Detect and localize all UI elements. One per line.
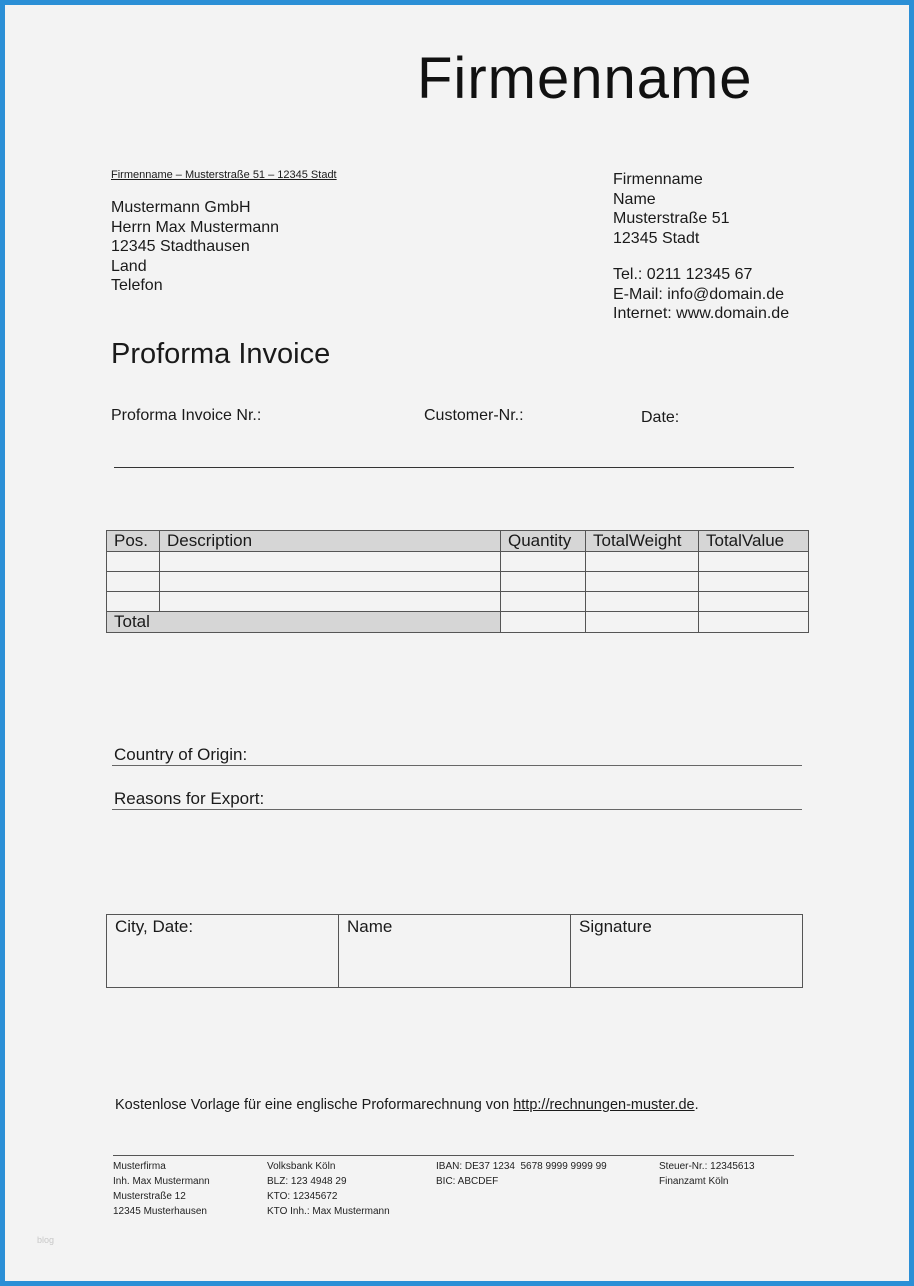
footer-line: IBAN: DE37 1234 5678 9999 9999 99 (436, 1161, 607, 1172)
invoice-number-label: Proforma Invoice Nr.: (111, 407, 262, 424)
cell-quantity[interactable] (501, 572, 586, 592)
reasons-for-export-line[interactable] (112, 809, 802, 810)
cell-pos[interactable] (107, 572, 160, 592)
footer-iban (436, 1159, 607, 1189)
contact-email: E-Mail: info@domain.de (613, 285, 784, 303)
footer-line: Volksbank Köln (267, 1161, 336, 1172)
total-label: Total (107, 612, 501, 633)
contact-website: Internet: www.domain.de (613, 305, 790, 322)
signature-row (107, 915, 803, 988)
footer-line: Steuer-Nr.: 12345613 (659, 1161, 755, 1172)
name-cell[interactable]: Name (339, 915, 571, 988)
footer-line: Musterstraße 12 (113, 1191, 186, 1202)
cell-total-value[interactable] (699, 572, 809, 592)
company-line: Musterstraße 51 (613, 210, 730, 227)
cell-description[interactable] (160, 572, 501, 592)
recipient-line: Herrn Max Mustermann (111, 218, 280, 236)
table-row (107, 572, 809, 592)
table-row (107, 592, 809, 612)
cell-total-weight[interactable] (586, 572, 699, 592)
footer-line: BLZ: 123 4948 29 (267, 1176, 347, 1187)
company-address (613, 170, 729, 248)
company-line: Name (613, 190, 656, 208)
contact-phone: Tel.: 0211 12345 67 (613, 266, 753, 283)
recipient-address (111, 198, 279, 296)
template-note (115, 1097, 699, 1113)
footer-line: Musterfirma (113, 1161, 166, 1172)
invoice-page (5, 5, 909, 1281)
cell-total-value[interactable] (699, 552, 809, 572)
note-suffix: . (694, 1097, 699, 1113)
company-contact (613, 265, 789, 324)
country-of-origin-line[interactable] (112, 765, 802, 766)
footer-line: KTO: 12345672 (267, 1191, 338, 1202)
footer-bank (267, 1159, 390, 1219)
cell-description[interactable] (160, 552, 501, 572)
total-value-cell[interactable] (699, 612, 809, 633)
watermark: blog (37, 1235, 55, 1245)
cell-description[interactable] (160, 592, 501, 612)
cell-quantity[interactable] (501, 592, 586, 612)
column-header-pos: Pos. (107, 531, 160, 552)
cell-total-value[interactable] (699, 592, 809, 612)
column-header-total-weight: TotalWeight (586, 531, 699, 552)
company-line: 12345 Stadt (613, 229, 700, 247)
table-row (107, 552, 809, 572)
table-total-row (107, 612, 809, 633)
reasons-for-export-label: Reasons for Export: (114, 789, 265, 808)
recipient-line: Telefon (111, 277, 163, 294)
footer-line: Finanzamt Köln (659, 1176, 729, 1187)
total-weight-cell[interactable] (586, 612, 699, 633)
footer-divider (113, 1155, 794, 1156)
total-quantity-cell[interactable] (501, 612, 586, 633)
cell-quantity[interactable] (501, 552, 586, 572)
items-table (106, 530, 809, 633)
footer-line: Inh. Max Mustermann (113, 1176, 210, 1187)
column-header-description: Description (160, 531, 501, 552)
cell-total-weight[interactable] (586, 552, 699, 572)
footer-line: BIC: ABCDEF (436, 1176, 499, 1187)
cell-total-weight[interactable] (586, 592, 699, 612)
table-header-row (107, 531, 809, 552)
note-link[interactable]: http://rechnungen-muster.de (513, 1097, 695, 1113)
column-header-quantity: Quantity (501, 531, 586, 552)
note-text: Kostenlose Vorlage für eine englische Proformarechnung von (115, 1097, 514, 1113)
sender-return-line: Firmenname – Musterstraße 51 – 12345 Stadt (111, 169, 337, 181)
header-divider (114, 467, 794, 468)
recipient-line: 12345 Stadthausen (111, 238, 250, 255)
signature-cell[interactable]: Signature (571, 915, 803, 988)
cell-pos[interactable] (107, 552, 160, 572)
brand-name: Firmenname (417, 46, 753, 111)
company-line: Firmenname (613, 171, 703, 188)
footer-tax (659, 1159, 755, 1189)
document-title: Proforma Invoice (111, 338, 331, 370)
footer-company (113, 1159, 210, 1219)
footer-line: KTO Inh.: Max Mustermann (267, 1206, 390, 1217)
customer-number-label: Customer-Nr.: (424, 407, 524, 424)
country-of-origin-label: Country of Origin: (114, 745, 248, 764)
recipient-line: Mustermann GmbH (111, 199, 251, 216)
signature-table (106, 914, 803, 988)
footer-line: 12345 Musterhausen (113, 1206, 207, 1217)
column-header-total-value: TotalValue (699, 531, 809, 552)
cell-pos[interactable] (107, 592, 160, 612)
city-date-cell[interactable]: City, Date: (107, 915, 339, 988)
date-label: Date: (641, 409, 680, 426)
recipient-line: Land (111, 257, 147, 275)
